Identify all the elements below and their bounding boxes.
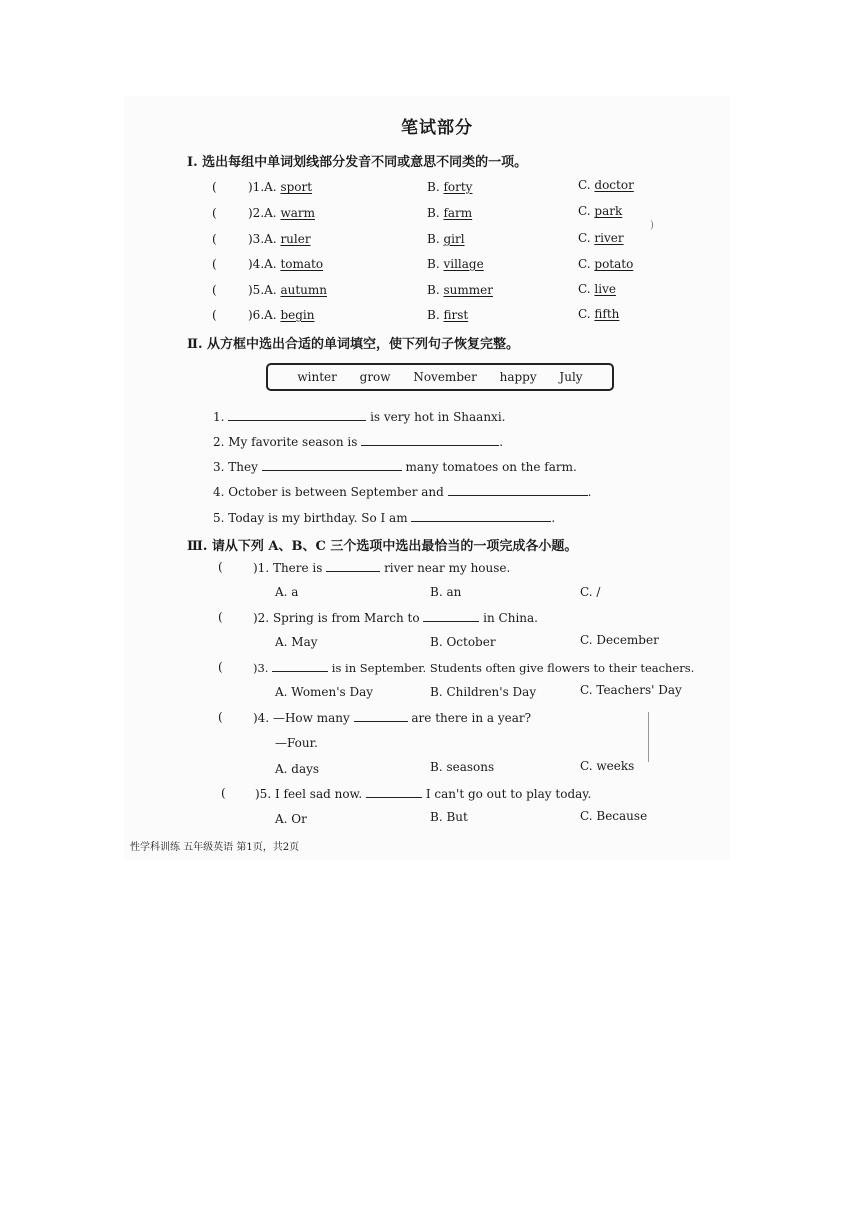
fill-sentence: 5. Today is my birthday. So I am . — [213, 511, 556, 525]
word-bank-item: July — [559, 370, 583, 384]
section-1-heading: Ⅰ. 选出每组中单词划线部分发音不同或意思不同类的一项。 — [187, 155, 528, 170]
section-2-heading: Ⅱ. 从方框中选出合适的单词填空，使下列句子恢复完整。 — [187, 337, 520, 352]
option-c[interactable]: C. Teachers' Day — [580, 683, 682, 697]
option-a[interactable]: A. Or — [275, 812, 307, 826]
fill-sentence: 2. My favorite season is . — [213, 435, 504, 449]
answer-blank[interactable] — [354, 710, 408, 722]
fill-sentence: 1. is very hot in Shaanxi. — [213, 410, 506, 424]
section-3-heading: Ⅲ. 请从下列 A、B、C 三个选项中选出最恰当的一项完成各小题。 — [187, 539, 578, 554]
option-c[interactable]: C. December — [580, 633, 659, 647]
word-bank-item: happy — [499, 370, 537, 384]
answer-blank[interactable] — [423, 610, 479, 622]
option-a[interactable]: A. May — [275, 635, 318, 649]
option-b[interactable]: B. But — [430, 810, 468, 824]
page-title: 笔试部分 — [401, 118, 473, 138]
answer-blank[interactable] — [272, 660, 328, 672]
answer-blank[interactable] — [361, 434, 499, 446]
option-a[interactable]: A. days — [275, 762, 320, 776]
fill-sentence: 3. They many tomatoes on the farm. — [213, 460, 577, 474]
word-bank-item: grow — [359, 370, 391, 384]
option-a[interactable]: A. a — [275, 585, 299, 599]
option-c[interactable]: C. weeks — [580, 759, 635, 773]
option-c[interactable]: C. / — [580, 585, 601, 599]
fill-sentence: 4. October is between September and . — [213, 485, 592, 499]
option-b[interactable]: B. October — [430, 635, 496, 649]
word-bank-item: winter — [297, 370, 337, 384]
word-bank-box — [266, 363, 614, 391]
answer-blank[interactable] — [366, 786, 422, 798]
word-bank-item: November — [413, 370, 477, 384]
scan-mark: ) — [650, 220, 654, 231]
option-b[interactable]: B. seasons — [430, 760, 495, 774]
answer-blank[interactable] — [448, 484, 588, 496]
option-b[interactable]: B. Children's Day — [430, 685, 537, 699]
page-footer: 性学科训练 五年级英语 第1页，共2页 — [130, 842, 300, 853]
option-b[interactable]: B. an — [430, 585, 462, 599]
option-c[interactable]: C. Because — [580, 809, 648, 823]
option-a[interactable]: A. Women's Day — [275, 685, 374, 699]
scan-line — [648, 712, 649, 762]
answer-blank[interactable] — [228, 409, 366, 421]
dialogue-reply: —Four. — [275, 736, 318, 750]
answer-blank[interactable] — [326, 560, 380, 572]
answer-blank[interactable] — [262, 459, 402, 471]
answer-blank[interactable] — [411, 510, 551, 522]
